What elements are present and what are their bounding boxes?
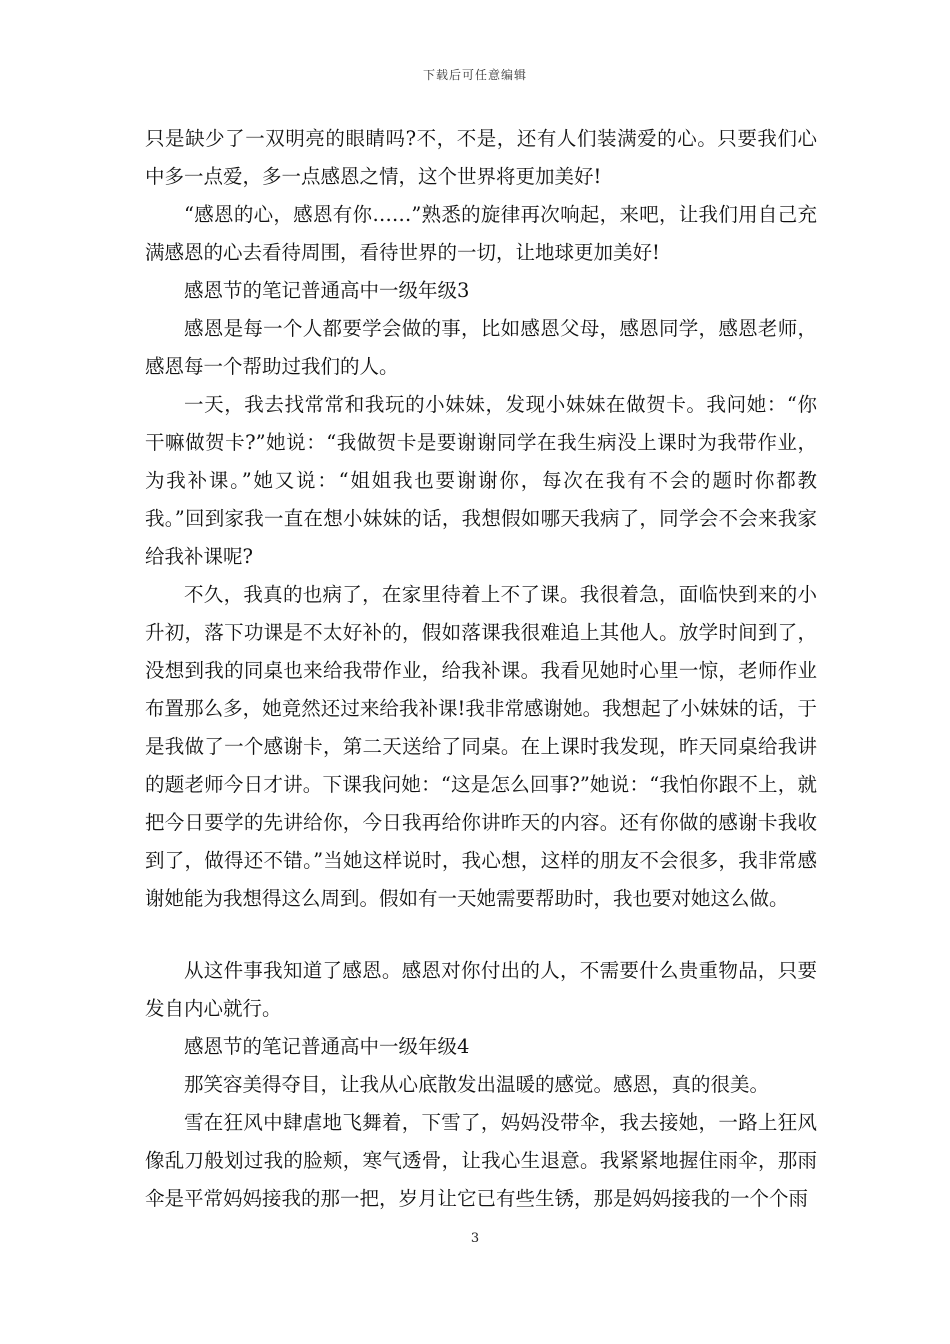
document-body <box>145 120 817 1218</box>
paragraph: 一天，我去找常常和我玩的小妹妹，发现小妹妹在做贺卡。我问她：“你干嘛做贺卡?”她说：“我做贺卡是要谢谢同学在我生病没上课时为我带作业，为我补课。”她又说：“姐姐我也要谢谢你，每次在我有不会的题时你都教我。”回到家我一直在想小妹妹的话，我想假如哪天我病了，同学会不会来我家给我补课呢? <box>145 393 817 568</box>
paragraph: 不久，我真的也病了，在家里待着上不了课。我很着急，面临快到来的小升初，落下功课是不太好补的，假如落课我很难追上其他人。放学时间到了，没想到我的同桌也来给我带作业，给我补课。我看见她时心里一惊，老师作业布置那么多，她竟然还过来给我补课!我非常感谢她。我想起了小妹妹的话，于是我做了一个感谢卡，第二天送给了同桌。在上课时我发现，昨天同桌给我讲的题老师今日才讲。下课我问她：“这是怎么回事?”她说：“我怕你跟不上，就把今日要学的先讲给你，今日我再给你讲昨天的内容。还有你做的感谢卡我收到了，做得还不错。”当她这样说时，我心想，这样的朋友不会很多，我非常感谢她能为我想得这么周到。假如有一天她需要帮助时，我也要对她这么做。 <box>145 583 817 910</box>
paragraph: 那笑容美得夺目，让我从心底散发出温暖的感觉。感恩，真的很美。 <box>184 1073 770 1096</box>
paragraph: 感恩是每一个人都要学会做的事，比如感恩父母，感恩同学，感恩老师，感恩每一个帮助过我们的人。 <box>145 317 817 378</box>
paragraph-continuation: 只是缺少了一双明亮的眼睛吗?不，不是，还有人们装满爱的心。只要我们心中多一点爱，多一点感恩之情，这个世界将更加美好! <box>145 127 817 188</box>
section-heading: 感恩节的笔记普通高中一级年级4 <box>184 1035 470 1058</box>
section-heading: 感恩节的笔记普通高中一级年级3 <box>184 279 470 302</box>
paragraph: 雪在狂风中肆虐地飞舞着，下雪了，妈妈没带伞，我去接她，一路上狂风像乱刀般划过我的脸颊，寒气透骨，让我心生退意。我紧紧地握住雨伞，那雨伞是平常妈妈接我的那一把，岁月让它已有些生锈，那是妈妈接我的一个个雨 <box>145 1111 817 1210</box>
page-number: 3 <box>470 1231 480 1246</box>
paragraph: “感恩的心，感恩有你……”熟悉的旋律再次响起，来吧，让我们用自己充满感恩的心去看待周围，看待世界的一切，让地球更加美好! <box>145 203 817 264</box>
page-header: 下载后可任意编辑 <box>422 68 527 82</box>
paragraph-spacer <box>145 918 817 952</box>
paragraph: 从这件事我知道了感恩。感恩对你付出的人，不需要什么贵重物品，只要发自内心就行。 <box>145 959 817 1020</box>
